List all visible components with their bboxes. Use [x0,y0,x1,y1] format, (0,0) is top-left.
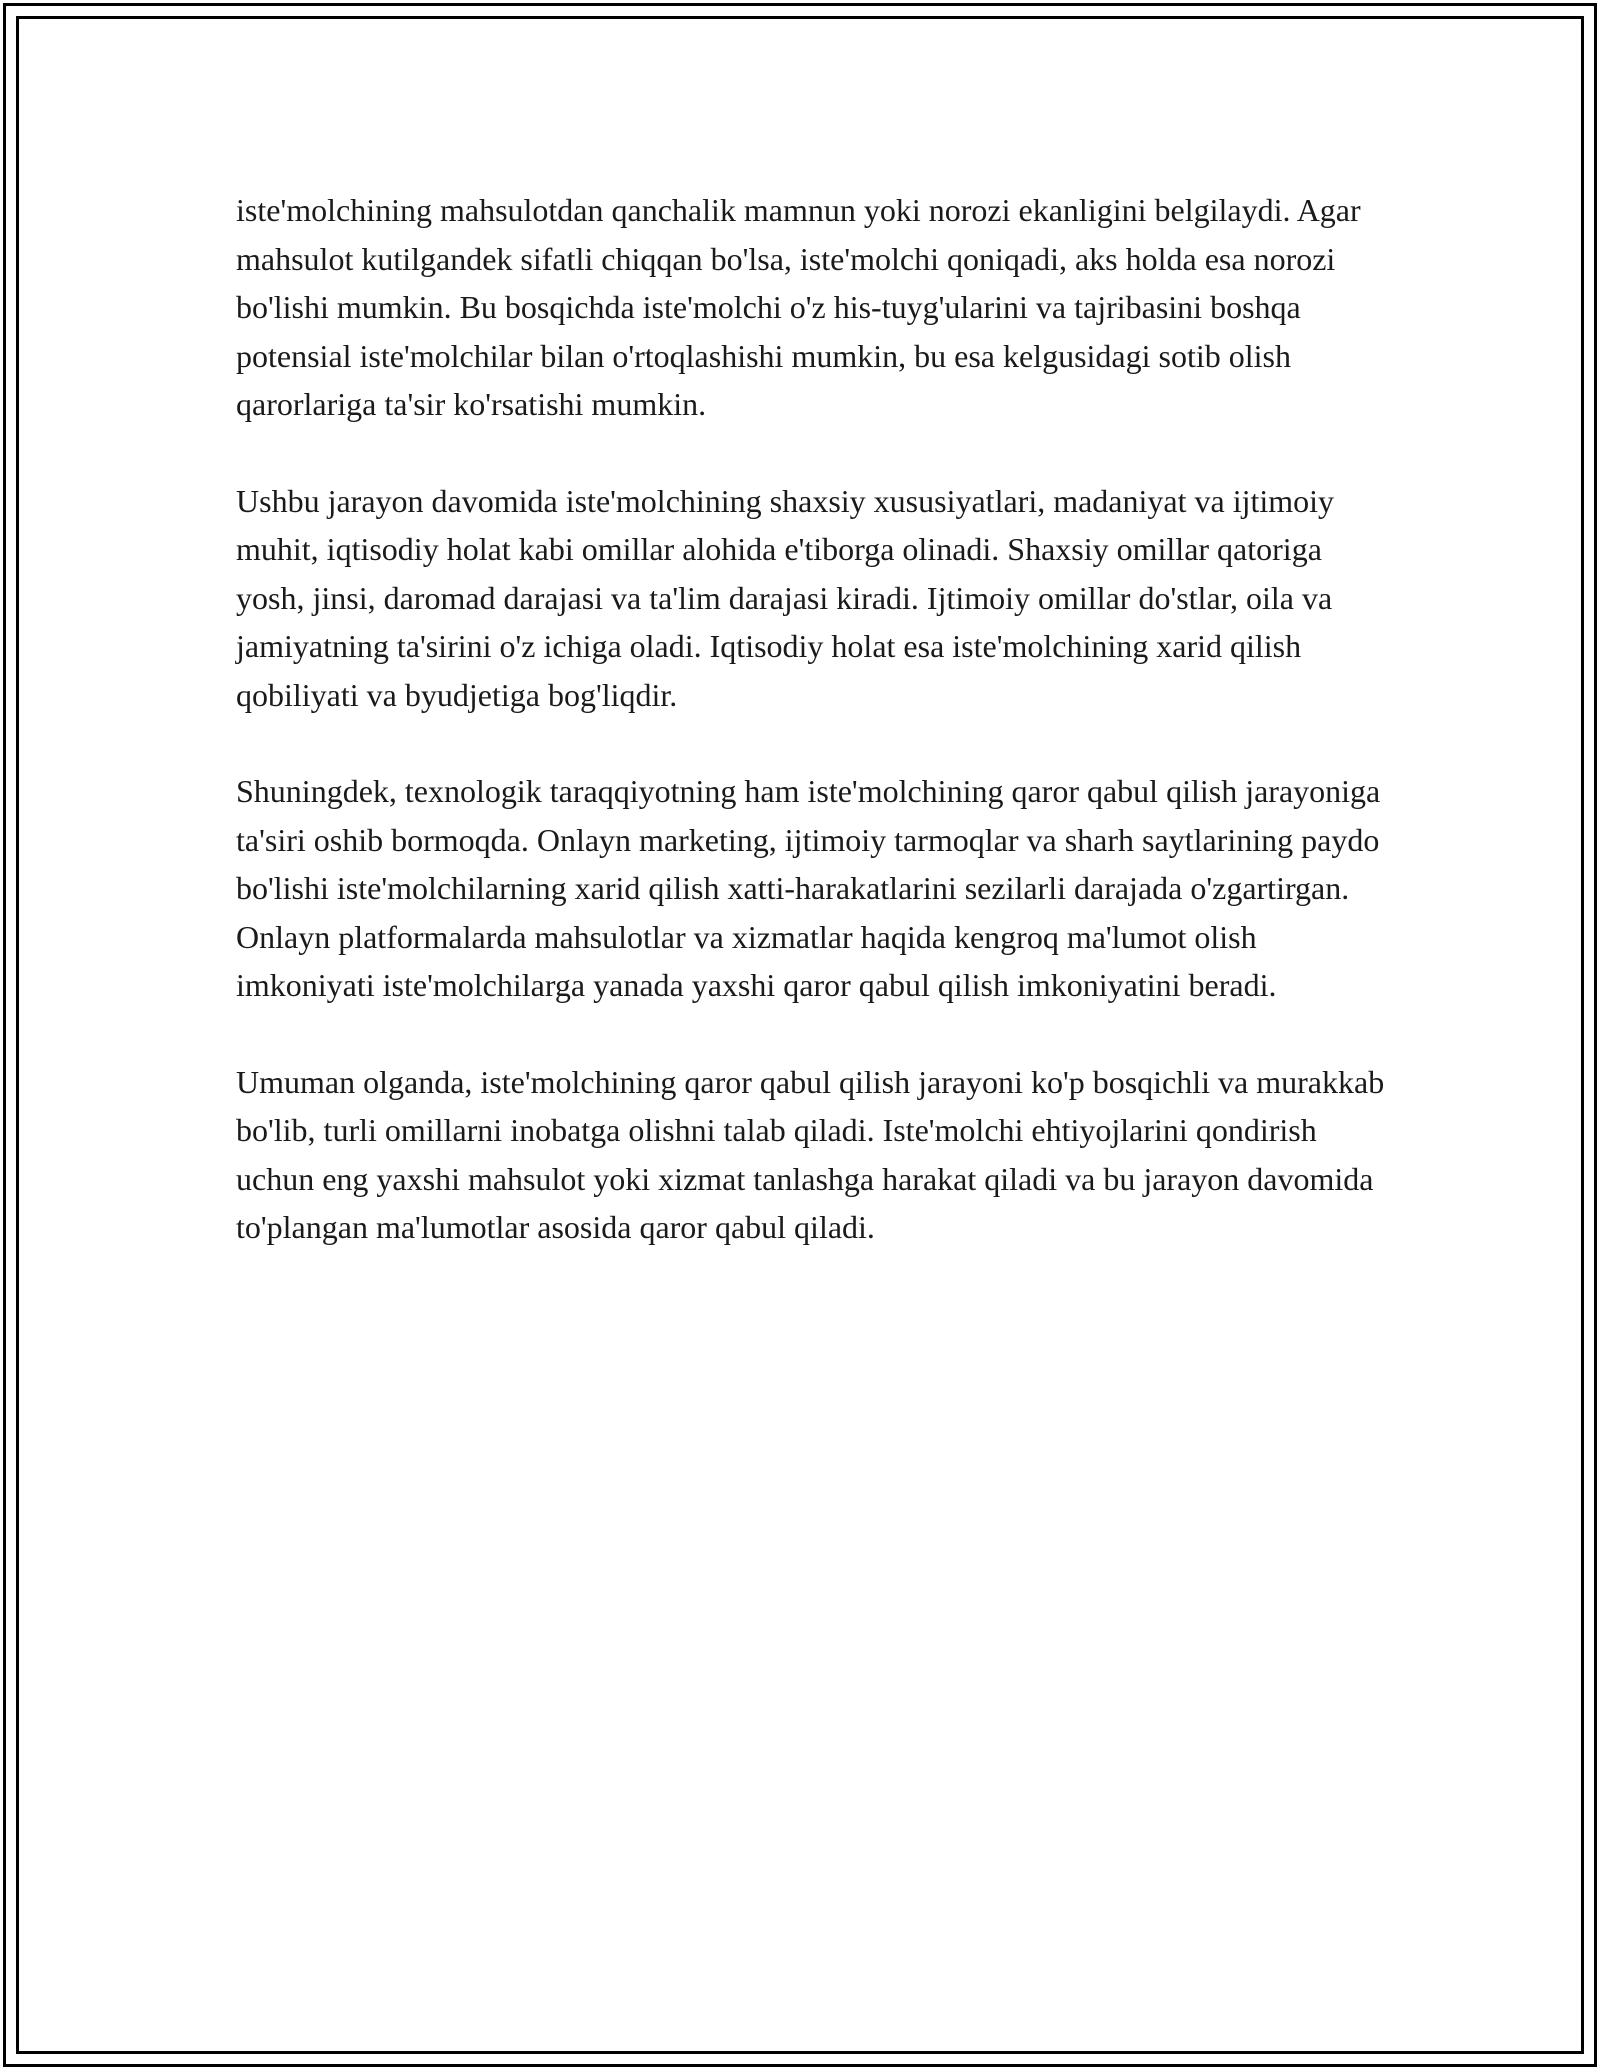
paragraph: Shuningdek, texnologik taraqqiyotning ham iste'molchining qaror qabul qilish jarayoniga ta'siri oshib bormoqda. Onlayn marketing, ijtimoiy tarmoqlar va sharh saytlarining paydo bo'lishi iste'molchilarning xarid qilish xatti-harakatlarini sezilarli darajada o'zgartirgan. Onlayn platformalarda mahsulotlar va xizmatlar haqida kengroq ma'lumot olish imkoniyati iste'molchilarga yanada yaxshi qaror qabul qilish imkoniyatini beradi. [236,773,1381,1003]
paragraph: Umuman olganda, iste'molchining qaror qabul qilish jarayoni ko'p bosqichli va murakkab bo'lib, turli omillarni inobatga olishni talab qiladi. Iste'molchi ehtiyojlarini qondirish uchun eng yaxshi mahsulot yoki xizmat tanlashga harakat qiladi va bu jarayon davomida to'plangan ma'lumotlar asosida qaror qabul qiladi. [236,1063,1385,1245]
document-body [236,186,1396,1300]
paragraph: Ushbu jarayon davomida iste'molchining shaxsiy xususiyatlari, madaniyat va ijtimoiy muhit, iqtisodiy holat kabi omillar alohida e'tiborga olinadi. Shaxsiy omillar qatoriga yosh, jinsi, daromad darajasi va ta'lim darajasi kiradi. Ijtimoiy omillar do'stlar, oila va jamiyatning ta'sirini o'z ichiga oladi. Iqtisodiy holat esa iste'molchining xarid qilish qobiliyati va byudjetiga bog'liqdir. [236,482,1335,713]
paragraph: iste'molchining mahsulotdan qanchalik mamnun yoki norozi ekanligini belgilaydi. Agar mahsulot kutilgandek sifatli chiqqan bo'lsa, iste'molchi qoniqadi, aks holda esa norozi bo'lishi mumkin. Bu bosqichda iste'molchi o'z his-tuyg'ularini va tajribasini boshqa potensial iste'molchilar bilan o'rtoqlashishi mumkin, bu esa kelgusidagi sotib olish qarorlariga ta'sir ko'rsatishi mumkin. [236,192,1361,422]
